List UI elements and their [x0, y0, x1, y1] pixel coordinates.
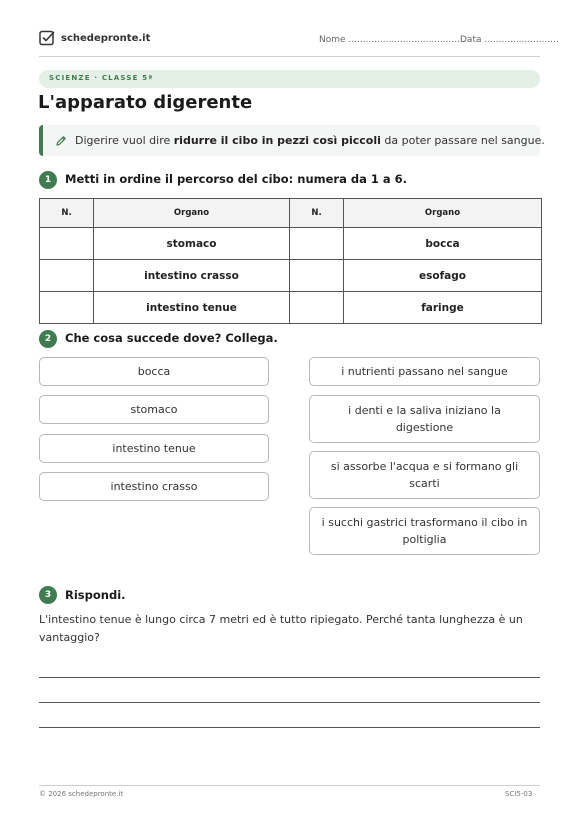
- question-number-1: 1: [39, 171, 57, 189]
- callout-bold: ridurre il cibo in pezzi così piccoli: [173, 134, 381, 147]
- callout-text: [75, 134, 545, 147]
- answer-line[interactable]: [39, 727, 540, 728]
- order-table: [39, 198, 542, 324]
- question-2-text: Che cosa succede dove? Collega.: [65, 331, 278, 345]
- table-header-cell: Organo: [344, 199, 542, 228]
- footer-divider: [39, 785, 540, 786]
- table-row: [40, 228, 542, 260]
- organ-cell: esofago: [344, 260, 542, 292]
- subject-label: SCIENZE · CLASSE 5ª: [49, 74, 154, 82]
- question-number-2: 2: [39, 330, 57, 348]
- match-left-intestino-tenue[interactable]: intestino tenue: [39, 434, 269, 463]
- match-right-acqua-scarti[interactable]: si assorbe l'acqua e si formano gli scarti: [309, 451, 540, 499]
- table-header-cell: Organo: [94, 199, 290, 228]
- table-header-cell: N.: [290, 199, 344, 228]
- table-header-row: [40, 199, 542, 228]
- question-3-prompt: L'intestino tenue è lungo circa 7 metri ed è tutto ripiegato. Perché tanta lunghezza è un vantaggio?: [39, 613, 523, 644]
- date-field[interactable]: Data ..........................: [460, 35, 559, 45]
- number-input-cell[interactable]: [40, 260, 94, 292]
- answer-line[interactable]: [39, 702, 540, 703]
- question-3-text: Rispondi.: [65, 588, 126, 602]
- header-divider: [39, 56, 540, 57]
- number-input-cell[interactable]: [290, 260, 344, 292]
- pencil-icon: [55, 135, 67, 147]
- organ-cell: faringe: [344, 292, 542, 324]
- name-field[interactable]: Nome .........................................: [319, 35, 466, 45]
- table-row: [40, 260, 542, 292]
- match-right-nutrienti[interactable]: i nutrienti passano nel sangue: [309, 357, 540, 386]
- callout-suffix: da poter passare nel sangue.: [380, 134, 545, 147]
- organ-cell: intestino tenue: [94, 292, 290, 324]
- number-input-cell[interactable]: [290, 228, 344, 260]
- table-header-cell: N.: [40, 199, 94, 228]
- brand-name: schedepronte.it: [61, 32, 151, 44]
- question-number-3: 3: [39, 586, 57, 604]
- number-input-cell[interactable]: [290, 292, 344, 324]
- organ-cell: bocca: [344, 228, 542, 260]
- number-input-cell[interactable]: [40, 228, 94, 260]
- match-left-intestino-crasso[interactable]: intestino crasso: [39, 472, 269, 501]
- page-title: L'apparato digerente: [38, 92, 253, 113]
- footer-code: SCI5-03: [505, 790, 533, 798]
- match-right-succhi-gastrici[interactable]: i succhi gastrici trasformano il cibo in poltiglia: [309, 507, 540, 555]
- match-left-stomaco[interactable]: stomaco: [39, 395, 269, 424]
- answer-line[interactable]: [39, 677, 540, 678]
- table-row: [40, 292, 542, 324]
- number-input-cell[interactable]: [40, 292, 94, 324]
- match-left-bocca[interactable]: bocca: [39, 357, 269, 386]
- callout-prefix: Digerire vuol dire: [75, 134, 174, 147]
- brand: [39, 30, 150, 46]
- match-right-denti-saliva[interactable]: i denti e la saliva iniziano la digestione: [309, 395, 540, 443]
- footer-copyright: © 2026 schedepronte.it: [39, 790, 124, 798]
- question-1-text: Metti in ordine il percorso del cibo: numera da 1 a 6.: [65, 172, 407, 186]
- organ-cell: intestino crasso: [94, 260, 290, 292]
- definition-callout: [39, 125, 545, 156]
- subject-pill: [39, 70, 540, 88]
- organ-cell: stomaco: [94, 228, 290, 260]
- checkbox-logo-icon: [39, 30, 55, 46]
